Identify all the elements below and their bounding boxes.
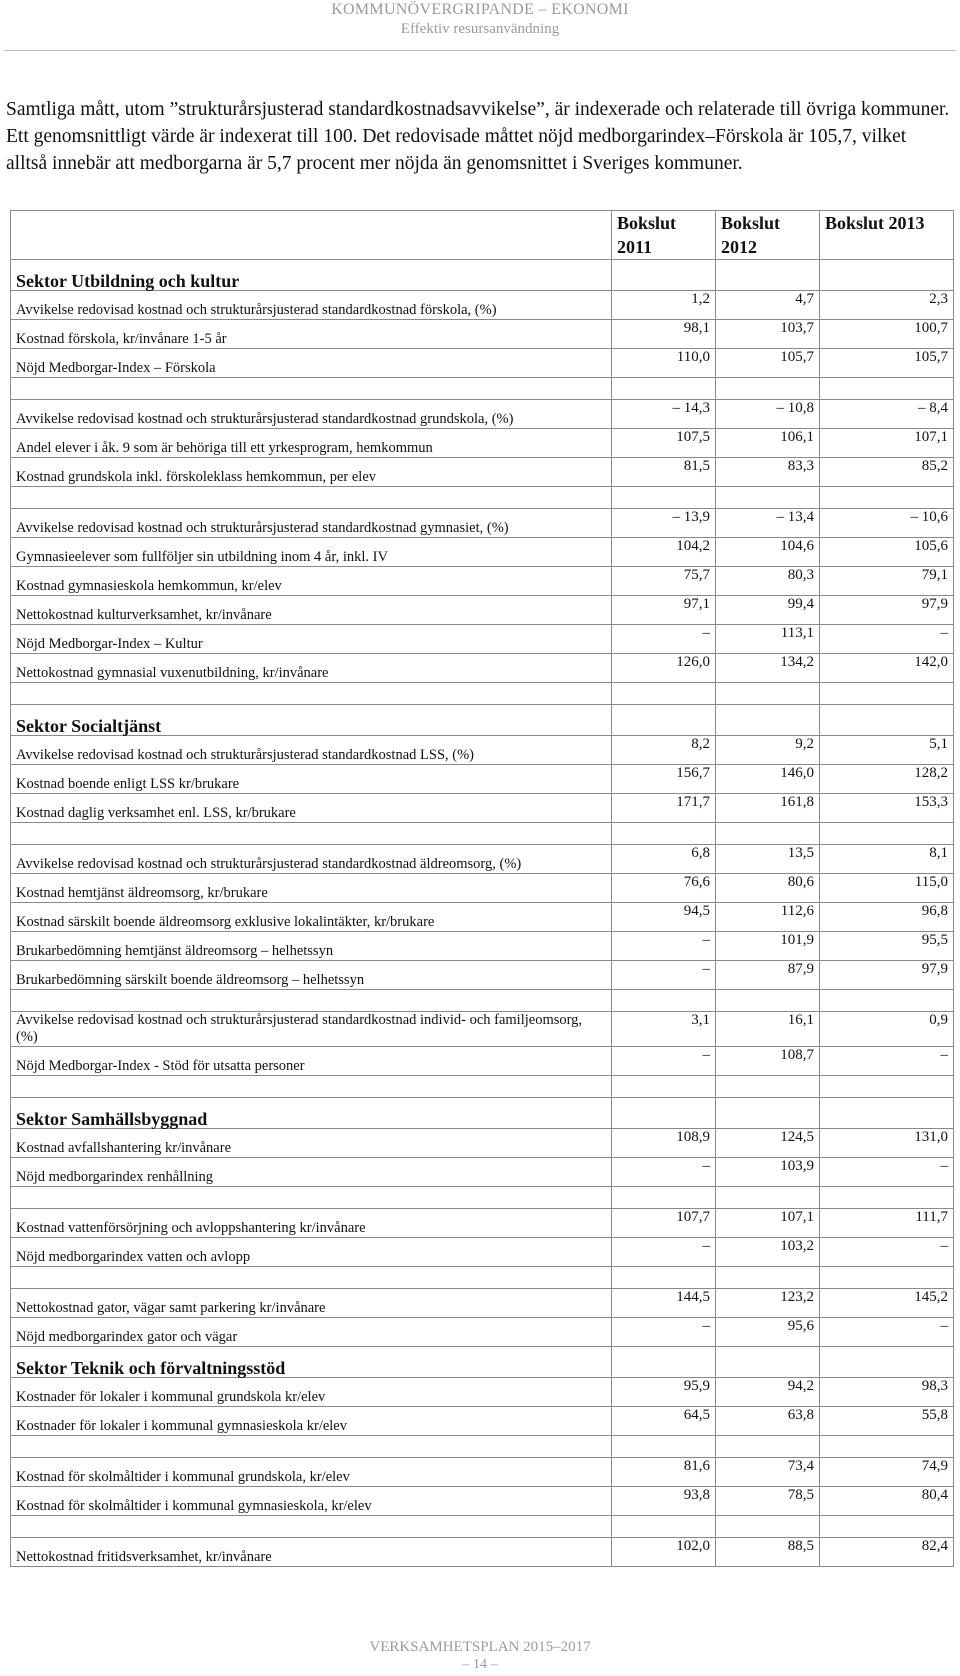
- value-cell: –: [612, 1047, 716, 1076]
- row-label: Kostnad grundskola inkl. förskoleklass hemkommun, per elev: [11, 458, 612, 487]
- table-row: [11, 1209, 954, 1238]
- spacer-row: [11, 990, 954, 1012]
- value-cell: 153,3: [820, 794, 954, 823]
- table-row: [11, 320, 954, 349]
- row-label: Gymnasieelever som fullföljer sin utbildning inom 4 år, inkl. IV: [11, 538, 612, 567]
- table-row: [11, 736, 954, 765]
- value-cell: – 13,9: [612, 509, 716, 538]
- value-cell: [716, 705, 820, 736]
- row-label: Avvikelse redovisad kostnad och strukturårsjusterad standardkostnad LSS, (%): [11, 736, 612, 765]
- empty-cell: [11, 378, 612, 400]
- row-label: Kostnad för skolmåltider i kommunal gymnasieskola, kr/elev: [11, 1487, 612, 1516]
- value-cell: 123,2: [716, 1289, 820, 1318]
- value-cell: 78,5: [716, 1487, 820, 1516]
- value-cell: 94,5: [612, 903, 716, 932]
- empty-cell: [11, 990, 612, 1012]
- value-cell: 128,2: [820, 765, 954, 794]
- row-label: Avvikelse redovisad kostnad och strukturårsjusterad standardkostnad grundskola, (%): [11, 400, 612, 429]
- value-cell: [820, 705, 954, 736]
- header-title: KOMMUNÖVERGRIPANDE – EKONOMI: [331, 1, 629, 18]
- table-row: [11, 1407, 954, 1436]
- empty-cell: [11, 487, 612, 509]
- table-row: [11, 1158, 954, 1187]
- value-cell: 156,7: [612, 765, 716, 794]
- row-label: Kostnad avfallshantering kr/invånare: [11, 1129, 612, 1158]
- value-cell: – 13,4: [716, 509, 820, 538]
- value-cell: 0,9: [820, 1012, 954, 1047]
- value-cell: –: [820, 625, 954, 654]
- value-cell: 75,7: [612, 567, 716, 596]
- empty-cell: [820, 990, 954, 1012]
- value-cell: 111,7: [820, 1209, 954, 1238]
- value-cell: 113,1: [716, 625, 820, 654]
- section-title: Sektor Samhällsbyggnad: [11, 1098, 612, 1129]
- empty-cell: [612, 990, 716, 1012]
- empty-cell: [716, 1076, 820, 1098]
- value-cell: 93,8: [612, 1487, 716, 1516]
- empty-cell: [612, 1267, 716, 1289]
- empty-cell: [820, 1516, 954, 1538]
- value-cell: 73,4: [716, 1458, 820, 1487]
- header-subtitle: Effektiv resursanvändning: [400, 21, 560, 37]
- value-cell: –: [820, 1238, 954, 1267]
- value-cell: 64,5: [612, 1407, 716, 1436]
- spacer-row: [11, 487, 954, 509]
- value-cell: 171,7: [612, 794, 716, 823]
- table-row: [11, 429, 954, 458]
- empty-cell: [11, 1187, 612, 1209]
- empty-cell: [716, 1436, 820, 1458]
- empty-cell: [820, 378, 954, 400]
- row-label: Nettokostnad fritidsverksamhet, kr/invånare: [11, 1538, 612, 1567]
- value-cell: 79,1: [820, 567, 954, 596]
- table-row: [11, 1487, 954, 1516]
- value-cell: 5,1: [820, 736, 954, 765]
- value-cell: 107,5: [612, 429, 716, 458]
- table-row: [11, 291, 954, 320]
- table-row: [11, 567, 954, 596]
- table-row: [11, 1289, 954, 1318]
- value-cell: 124,5: [716, 1129, 820, 1158]
- value-cell: 108,9: [612, 1129, 716, 1158]
- row-label: Kostnad för skolmåltider i kommunal grundskola, kr/elev: [11, 1458, 612, 1487]
- table-row: [11, 765, 954, 794]
- empty-cell: [612, 1436, 716, 1458]
- empty-cell: [820, 1076, 954, 1098]
- value-cell: 126,0: [612, 654, 716, 683]
- value-cell: 76,6: [612, 874, 716, 903]
- value-cell: 103,2: [716, 1238, 820, 1267]
- value-cell: 97,9: [820, 961, 954, 990]
- value-cell: [820, 260, 954, 291]
- empty-cell: [820, 1187, 954, 1209]
- value-cell: 103,9: [716, 1158, 820, 1187]
- value-cell: 98,3: [820, 1378, 954, 1407]
- value-cell: – 8,4: [820, 400, 954, 429]
- table-row: [11, 1318, 954, 1347]
- value-cell: 107,1: [820, 429, 954, 458]
- value-cell: [820, 1347, 954, 1378]
- row-label: Kostnad vattenförsörjning och avloppshantering kr/invånare: [11, 1209, 612, 1238]
- table-body: [11, 260, 954, 1567]
- value-cell: [612, 705, 716, 736]
- value-cell: 105,6: [820, 538, 954, 567]
- value-cell: –: [820, 1047, 954, 1076]
- value-cell: –: [820, 1318, 954, 1347]
- table-row: [11, 903, 954, 932]
- value-cell: 106,1: [716, 429, 820, 458]
- value-cell: –: [612, 961, 716, 990]
- table-row: [11, 794, 954, 823]
- value-cell: 107,1: [716, 1209, 820, 1238]
- row-label: Kostnad gymnasieskola hemkommun, kr/elev: [11, 567, 612, 596]
- row-label: Nettokostnad gator, vägar samt parkering kr/invånare: [11, 1289, 612, 1318]
- row-label: Nöjd medborgarindex vatten och avlopp: [11, 1238, 612, 1267]
- spacer-row: [11, 1436, 954, 1458]
- value-cell: [612, 1347, 716, 1378]
- row-label: Kostnad daglig verksamhet enl. LSS, kr/brukare: [11, 794, 612, 823]
- value-cell: 2,3: [820, 291, 954, 320]
- col-header-2011: Bokslut 2011: [612, 211, 716, 260]
- spacer-row: [11, 683, 954, 705]
- empty-cell: [612, 378, 716, 400]
- value-cell: 145,2: [820, 1289, 954, 1318]
- empty-cell: [716, 1187, 820, 1209]
- table-row: [11, 874, 954, 903]
- empty-cell: [612, 1516, 716, 1538]
- value-cell: 144,5: [612, 1289, 716, 1318]
- value-cell: 146,0: [716, 765, 820, 794]
- value-cell: – 10,8: [716, 400, 820, 429]
- intro-paragraph: Samtliga mått, utom ”strukturårsjusterad standardkostnadsavvikelse”, är indexerade och relaterade till övriga kommuner. Ett genomsnittligt värde är indexerat till 100. Det redovisade måttet nöjd medborgarindex–Förskola är 105,7, vilket alltså innebär att medborgarna är 5,7 procent mer nöjda än genomsnittet i Sveriges kommuner.: [6, 99, 950, 174]
- value-cell: [820, 1098, 954, 1129]
- value-cell: – 14,3: [612, 400, 716, 429]
- row-label: Nöjd medborgarindex gator och vägar: [11, 1318, 612, 1347]
- empty-cell: [11, 683, 612, 705]
- section-row: [11, 260, 954, 291]
- table-row: [11, 1538, 954, 1567]
- value-cell: 83,3: [716, 458, 820, 487]
- spacer-row: [11, 1076, 954, 1098]
- value-cell: 1,2: [612, 291, 716, 320]
- value-cell: 87,9: [716, 961, 820, 990]
- section-title: Sektor Utbildning och kultur: [11, 260, 612, 291]
- value-cell: 94,2: [716, 1378, 820, 1407]
- value-cell: 81,6: [612, 1458, 716, 1487]
- row-label: Kostnader för lokaler i kommunal gymnasieskola kr/elev: [11, 1407, 612, 1436]
- value-cell: –: [820, 1158, 954, 1187]
- value-cell: 16,1: [716, 1012, 820, 1047]
- value-cell: 131,0: [820, 1129, 954, 1158]
- table-row: [11, 458, 954, 487]
- value-cell: 98,1: [612, 320, 716, 349]
- value-cell: 99,4: [716, 596, 820, 625]
- row-label: Nettokostnad kulturverksamhet, kr/invånare: [11, 596, 612, 625]
- row-label: Avvikelse redovisad kostnad och strukturårsjusterad standardkostnad äldreomsorg, (%): [11, 845, 612, 874]
- value-cell: 104,6: [716, 538, 820, 567]
- empty-cell: [716, 1267, 820, 1289]
- value-cell: 108,7: [716, 1047, 820, 1076]
- table-row: [11, 1458, 954, 1487]
- row-label: Nettokostnad gymnasial vuxenutbildning, kr/invånare: [11, 654, 612, 683]
- value-cell: – 10,6: [820, 509, 954, 538]
- value-cell: –: [612, 1318, 716, 1347]
- empty-cell: [11, 1516, 612, 1538]
- table-row: [11, 400, 954, 429]
- value-cell: 81,5: [612, 458, 716, 487]
- empty-cell: [716, 1516, 820, 1538]
- table-row: [11, 596, 954, 625]
- value-cell: 115,0: [820, 874, 954, 903]
- value-cell: [612, 260, 716, 291]
- value-cell: 95,6: [716, 1318, 820, 1347]
- spacer-row: [11, 1187, 954, 1209]
- table-row: [11, 1378, 954, 1407]
- empty-cell: [716, 823, 820, 845]
- section-row: [11, 1347, 954, 1378]
- table-row: [11, 538, 954, 567]
- value-cell: 134,2: [716, 654, 820, 683]
- empty-cell: [11, 1436, 612, 1458]
- empty-cell: [612, 487, 716, 509]
- col-header-2013: Bokslut 2013: [820, 211, 954, 260]
- value-cell: 161,8: [716, 794, 820, 823]
- value-cell: –: [612, 1238, 716, 1267]
- value-cell: 85,2: [820, 458, 954, 487]
- row-label: Kostnader för lokaler i kommunal grundskola kr/elev: [11, 1378, 612, 1407]
- row-label: Avvikelse redovisad kostnad och strukturårsjusterad standardkostnad gymnasiet, (%): [11, 509, 612, 538]
- empty-cell: [11, 1267, 612, 1289]
- section-row: [11, 1098, 954, 1129]
- table-header-blank: [11, 211, 612, 260]
- col-header-2012: Bokslut 2012: [716, 211, 820, 260]
- value-cell: 101,9: [716, 932, 820, 961]
- empty-cell: [716, 487, 820, 509]
- value-cell: 105,7: [820, 349, 954, 378]
- row-label: Avvikelse redovisad kostnad och strukturårsjusterad standardkostnad förskola, (%): [11, 291, 612, 320]
- empty-cell: [820, 487, 954, 509]
- row-label: Avvikelse redovisad kostnad och strukturårsjusterad standardkostnad individ- och familjeomsorg, (%): [11, 1012, 612, 1047]
- value-cell: 104,2: [612, 538, 716, 567]
- row-label: Nöjd Medborgar-Index – Kultur: [11, 625, 612, 654]
- empty-cell: [820, 823, 954, 845]
- table-row: [11, 1012, 954, 1047]
- page-header: [0, 0, 960, 38]
- value-cell: 95,9: [612, 1378, 716, 1407]
- row-label: Brukarbedömning särskilt boende äldreomsorg – helhetssyn: [11, 961, 612, 990]
- spacer-row: [11, 1267, 954, 1289]
- value-cell: 95,5: [820, 932, 954, 961]
- spacer-row: [11, 1516, 954, 1538]
- row-label: Nöjd Medborgar-Index - Stöd för utsatta personer: [11, 1047, 612, 1076]
- value-cell: 80,3: [716, 567, 820, 596]
- empty-cell: [612, 683, 716, 705]
- table-row: [11, 654, 954, 683]
- table-row: [11, 625, 954, 654]
- row-label: Kostnad boende enligt LSS kr/brukare: [11, 765, 612, 794]
- row-label: Kostnad förskola, kr/invånare 1-5 år: [11, 320, 612, 349]
- value-cell: 63,8: [716, 1407, 820, 1436]
- value-cell: 103,7: [716, 320, 820, 349]
- value-cell: 80,6: [716, 874, 820, 903]
- value-cell: 110,0: [612, 349, 716, 378]
- section-title: Sektor Socialtjänst: [11, 705, 612, 736]
- table-row: [11, 349, 954, 378]
- empty-cell: [11, 823, 612, 845]
- empty-cell: [612, 1187, 716, 1209]
- empty-cell: [11, 1076, 612, 1098]
- value-cell: –: [612, 625, 716, 654]
- empty-cell: [716, 990, 820, 1012]
- spacer-row: [11, 823, 954, 845]
- value-cell: [716, 260, 820, 291]
- value-cell: –: [612, 1158, 716, 1187]
- empty-cell: [612, 1076, 716, 1098]
- table-row: [11, 509, 954, 538]
- row-label: Nöjd Medborgar-Index – Förskola: [11, 349, 612, 378]
- empty-cell: [820, 683, 954, 705]
- value-cell: 142,0: [820, 654, 954, 683]
- footer-title: VERKSAMHETSPLAN 2015–2017: [369, 1639, 591, 1655]
- table-row: [11, 1238, 954, 1267]
- table-row: [11, 845, 954, 874]
- value-cell: 3,1: [612, 1012, 716, 1047]
- value-cell: 88,5: [716, 1538, 820, 1567]
- value-cell: [612, 1098, 716, 1129]
- value-cell: 96,8: [820, 903, 954, 932]
- table-row: [11, 1129, 954, 1158]
- value-cell: 4,7: [716, 291, 820, 320]
- section-row: [11, 705, 954, 736]
- row-label: Andel elever i åk. 9 som är behöriga till ett yrkesprogram, hemkommun: [11, 429, 612, 458]
- value-cell: 8,1: [820, 845, 954, 874]
- header-divider: [4, 50, 956, 51]
- value-cell: 102,0: [612, 1538, 716, 1567]
- row-label: Kostnad hemtjänst äldreomsorg, kr/brukare: [11, 874, 612, 903]
- value-cell: 8,2: [612, 736, 716, 765]
- value-cell: 112,6: [716, 903, 820, 932]
- value-cell: 55,8: [820, 1407, 954, 1436]
- value-cell: 82,4: [820, 1538, 954, 1567]
- value-cell: 107,7: [612, 1209, 716, 1238]
- value-cell: 13,5: [716, 845, 820, 874]
- empty-cell: [612, 823, 716, 845]
- empty-cell: [820, 1267, 954, 1289]
- empty-cell: [716, 378, 820, 400]
- page-number: – 14 –: [462, 1657, 498, 1672]
- row-label: Nöjd medborgarindex renhållning: [11, 1158, 612, 1187]
- value-cell: 6,8: [612, 845, 716, 874]
- value-cell: [716, 1347, 820, 1378]
- value-cell: 97,1: [612, 596, 716, 625]
- row-label: Kostnad särskilt boende äldreomsorg exklusive lokalintäkter, kr/brukare: [11, 903, 612, 932]
- table-row: [11, 1047, 954, 1076]
- value-cell: [716, 1098, 820, 1129]
- section-title: Sektor Teknik och förvaltningsstöd: [11, 1347, 612, 1378]
- value-cell: 9,2: [716, 736, 820, 765]
- row-label: Brukarbedömning hemtjänst äldreomsorg – helhetssyn: [11, 932, 612, 961]
- value-cell: 105,7: [716, 349, 820, 378]
- value-cell: 80,4: [820, 1487, 954, 1516]
- table-row: [11, 932, 954, 961]
- spacer-row: [11, 378, 954, 400]
- value-cell: –: [612, 932, 716, 961]
- empty-cell: [820, 1436, 954, 1458]
- empty-cell: [716, 683, 820, 705]
- table-row: [11, 961, 954, 990]
- key-figures-table: [10, 210, 954, 1567]
- value-cell: 97,9: [820, 596, 954, 625]
- value-cell: 74,9: [820, 1458, 954, 1487]
- value-cell: 100,7: [820, 320, 954, 349]
